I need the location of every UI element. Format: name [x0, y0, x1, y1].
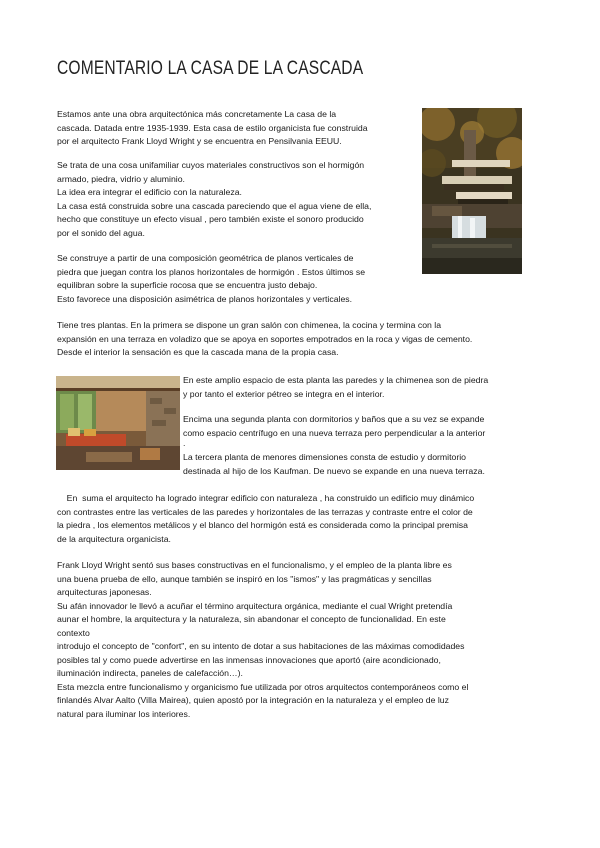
- influences-line: introdujo el concepto de "confort", en su intento de dotar a sus habitaciones de las máximas comodidades: [57, 641, 465, 651]
- composition-line: equilibran sobre la superficie rocosa que se encuentra justo debajo.: [57, 280, 318, 290]
- floors-line: Tiene tres plantas. En la primera se dispone un gran salón con chimenea, la cocina y termina con la: [57, 320, 442, 330]
- materials-line: por el sonido del agua.: [57, 227, 145, 238]
- influences-line: Su afán innovador le llevó a acuñar el término arquitectura orgánica, mediante el cual Wright pretendía: [57, 600, 453, 611]
- interior-third-floor-line: La tercera planta de menores dimensiones consta de estudio y dormitorio: [183, 452, 466, 462]
- influences-line: Frank Lloyd Wright sentó sus bases constructivas en el funcionalismo, y el empleo de la planta libre es: [57, 560, 452, 570]
- influences-line: finlandés Alvar Aalto (Villa Mairea), quien apostó por la integración en la naturaleza y el empleo de luz: [57, 695, 449, 705]
- materials-line: Se trata de una cosa unifamiliar cuyos materiales constructivos son el hormigón: [57, 160, 365, 170]
- floors-line: expansión en una terraza en voladizo que se apoya en soportes empotrados en la roca y vigas de cemento.: [57, 333, 473, 344]
- fallingwater-interior-photo: [56, 376, 180, 470]
- composition-line: Se construye a partir de una composición geométrica de planos verticales de: [57, 253, 354, 263]
- influences-line: Esta mezcla entre funcionalismo y organicismo fue utilizada por otros arquitectos contemporáneos como el: [57, 681, 469, 692]
- materials-line: La idea era integrar el edificio con la naturaleza.: [57, 187, 242, 197]
- composition-line: Esto favorece una disposición asimétrica de planos horizontales y verticales.: [57, 293, 353, 304]
- floors-line: Desde el interior la sensación es que la cascada mana de la propia casa.: [57, 347, 339, 357]
- interior-first-floor-line: y por tanto el exterior pétreo se integra en el interior.: [183, 388, 385, 399]
- influences-line: iluminación indirecta, paneles de calefacción…).: [57, 668, 243, 678]
- interior-second-floor-line: Encima una segunda planta con dormitorios y baños que a su vez se expande: [183, 414, 485, 424]
- influences-line: contexto: [57, 627, 90, 638]
- influences-line: arquitecturas japonesas.: [57, 587, 152, 597]
- summary-line: En suma el arquitecto ha logrado integrar edificio con naturaleza , ha construido un edificio muy dinámico: [57, 493, 475, 503]
- influences-line: posibles tal y como puede advertirse en las inmensas innovaciones que aportó (aire acondicionado,: [57, 654, 441, 665]
- materials-line: armado, piedra, vidrio y aluminio.: [57, 173, 185, 184]
- document-title: COMENTARIO LA CASA DE LA CASCADA: [57, 58, 364, 79]
- influences-line: una buena prueba de ello, aunque también se inspiró en los "ismos" y las pragmáticas y sencillas: [57, 573, 432, 584]
- interior-first-floor-line: En este amplio espacio de esta planta las paredes y la chimenea son de piedra: [183, 375, 489, 385]
- influences-line: aunar el hombre, la arquitectura y la naturaleza, sin abandonar el concepto de funcionalidad. En este: [57, 614, 446, 624]
- fallingwater-exterior-photo: [422, 108, 522, 274]
- intro-line: Estamos ante una obra arquitectónica más concretamente La casa de la: [57, 109, 337, 119]
- interior-second-floor-line: .: [183, 438, 186, 448]
- interior-third-floor-line: destinada al hijo de los Kaufman. De nuevo se expande en una nueva terraza.: [183, 465, 485, 476]
- interior-second-floor-line: como espacio centrífugo en una nueva terraza pero perpendicular a la anterior: [183, 427, 486, 438]
- composition-line: piedra que juegan contra los planos horizontales de hormigón . Estos últimos se: [57, 266, 366, 277]
- summary-line: la piedra , los elementos metálicos y el blanco del hormigón está es considerada como la principal premisa: [57, 520, 468, 530]
- summary-line: de la arquitectura organicista.: [57, 533, 171, 544]
- intro-line: cascada. Datada entre 1935-1939. Esta casa de estilo organicista fue construida: [57, 122, 368, 133]
- materials-line: hecho que constituye un efecto visual , pero también existe el sonoro producido: [57, 214, 364, 224]
- intro-line: por el arquitecto Frank Lloyd Wright y se encuentra en Pensilvania EEUU.: [57, 136, 342, 146]
- summary-line: con contrastes entre las verticales de las paredes y horizontales de las terrazas y contraste entre el color de: [57, 506, 473, 517]
- materials-line: La casa está construida sobre una cascada pareciendo que el agua viene de ella,: [57, 200, 372, 211]
- influences-line: natural para iluminar los interiores.: [57, 708, 191, 719]
